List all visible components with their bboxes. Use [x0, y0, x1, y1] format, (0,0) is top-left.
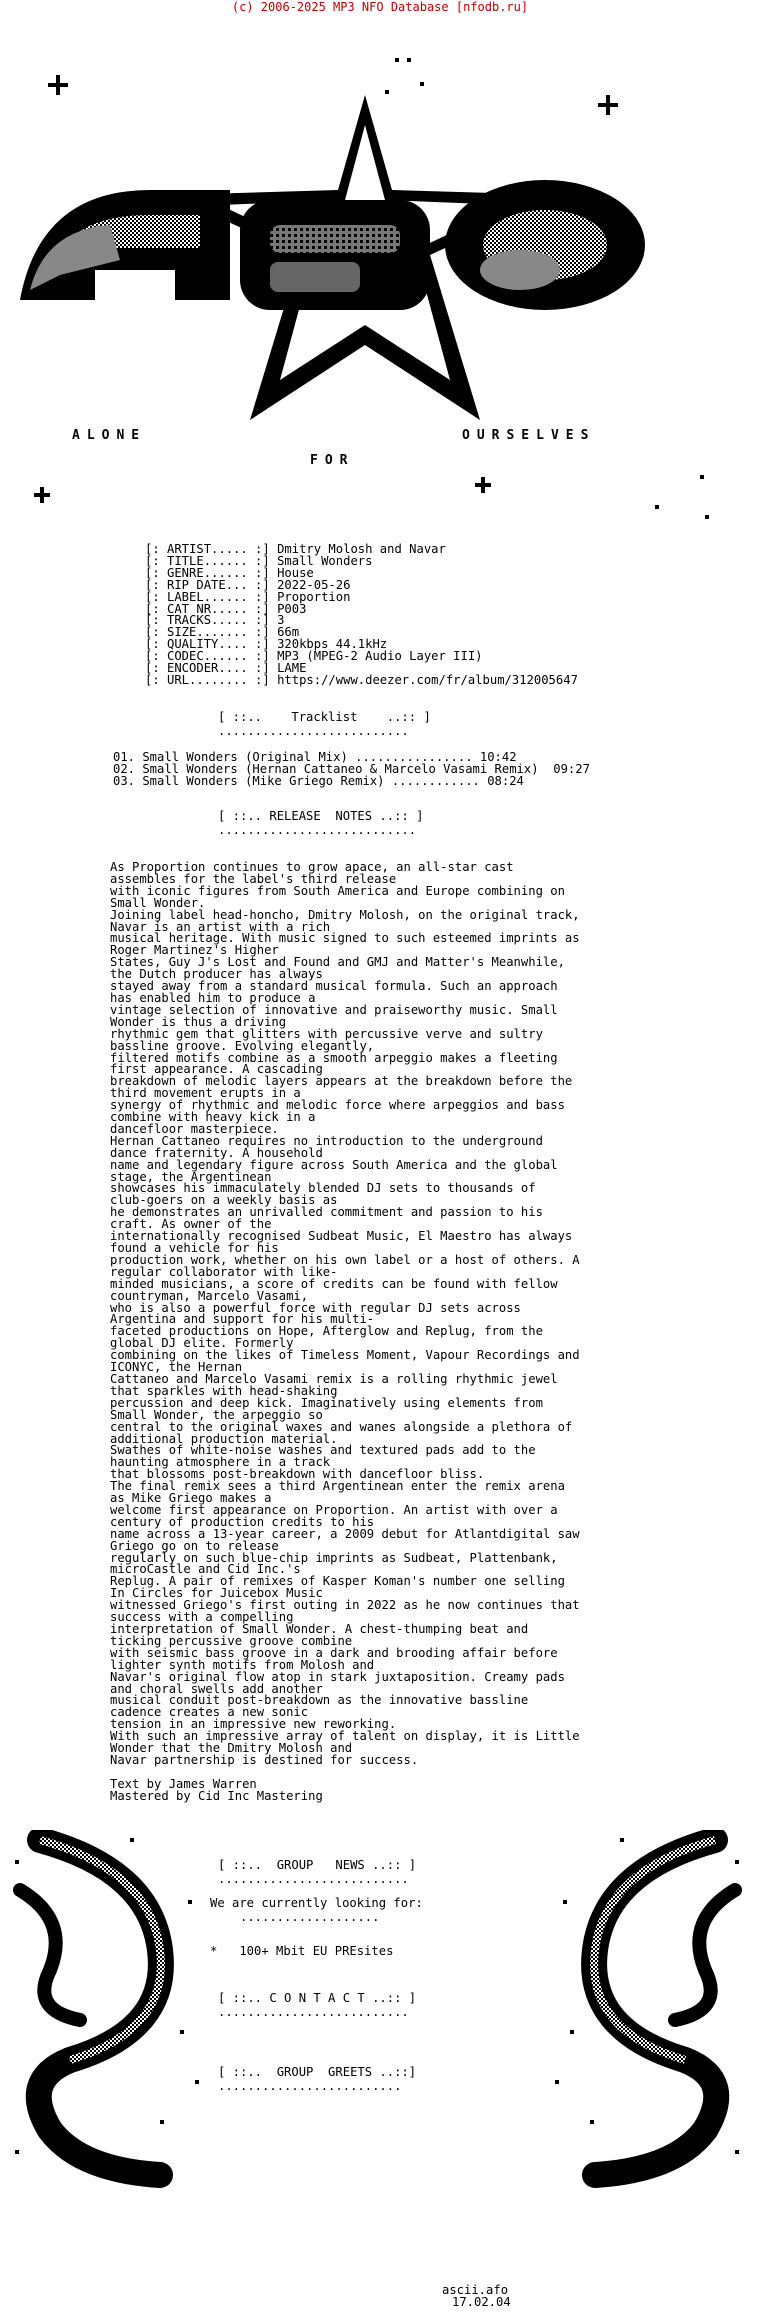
notes-line: witnessed Griego's first outing in 2022 as he now continues that	[110, 1598, 580, 1613]
notes-line: combining on the likes of Timeless Moment, Vapour Recordings and	[110, 1348, 580, 1363]
notes-line: and choral swells add another	[110, 1681, 323, 1696]
notes-line: stayed away from a standard musical formula. Such an approach	[110, 979, 558, 994]
track-item: 02. Small Wonders (Hernan Cattaneo & Marcelo Vasami Remix) 09:27	[113, 761, 590, 776]
notes-line: additional production material.	[110, 1431, 338, 1446]
notes-line: percussion and deep kick. Imaginatively using elements from	[110, 1395, 543, 1410]
notes-line: dance fraternity. A household	[110, 1145, 323, 1160]
greets-title: [ ::.. GROUP GREETS ..::]	[218, 2065, 417, 2079]
track-item: 03. Small Wonders (Mike Griego Remix) ............ 08:24	[113, 773, 524, 788]
track-item: 01. Small Wonders (Original Mix) ................ 10:42	[113, 750, 517, 764]
footer-date: 17.02.04	[452, 2295, 511, 2309]
notes-line: with iconic figures from South America and Europe combining on	[110, 883, 565, 898]
info-line: [: SIZE....... :] 66m	[145, 625, 300, 640]
contact-underline: ..........................	[218, 2005, 409, 2019]
notes-line: musical conduit post-breakdown as the innovative bassline	[110, 1693, 529, 1708]
left-swirl-art	[10, 1830, 210, 2190]
notes-line: showcases his immaculately blended DJ sets to thousands of	[110, 1181, 536, 1196]
notes-line: With such an impressive array of talent on display, it is Little	[110, 1729, 580, 1744]
notes-line: century of production credits to his	[110, 1514, 375, 1529]
notes-line: the Dutch producer has always	[110, 967, 323, 982]
looking-for-text: We are currently looking for:	[210, 1896, 423, 1910]
notes-line: found a vehicle for his	[110, 1241, 279, 1255]
info-line: [: CODEC...... :] MP3 (MPEG-2 Audio Layer III)	[145, 649, 483, 664]
release-notes-text	[110, 862, 630, 1803]
group-news-title: [ ::.. GROUP NEWS ..:: ]	[218, 1858, 417, 1872]
notes-line: faceted productions on Hope, Afterglow and Replug, from the	[110, 1324, 543, 1339]
notes-line: synergy of rhythmic and melodic force where arpeggios and bass	[110, 1098, 565, 1113]
notes-line: Griego go on to release	[110, 1538, 279, 1553]
notes-line: The final remix sees a third Argentinean enter the remix arena	[110, 1479, 565, 1494]
notes-line: club-goers on a weekly basis as	[110, 1193, 338, 1208]
notes-line: name across a 13-year career, a 2009 debut for Atlantdigital saw	[110, 1526, 580, 1541]
notes-line: regular collaborator with like-	[110, 1264, 338, 1279]
notes-line: Wonder is thus a driving	[110, 1014, 287, 1029]
notes-line: haunting atmosphere in a track	[110, 1455, 331, 1470]
notes-line: Navar's original flow atop in stark juxtaposition. Creamy pads	[110, 1669, 565, 1684]
notes-line: rhythmic gem that glitters with percussive verve and sultry	[110, 1026, 543, 1041]
letter-o-shape	[445, 180, 645, 310]
info-line: [: LABEL...... :] Proportion	[145, 589, 351, 604]
notes-line: global DJ elite. Formerly	[110, 1336, 294, 1351]
tracklist	[113, 752, 590, 788]
info-line: [: TITLE...... :] Small Wonders	[145, 553, 373, 568]
group-news-underline: ..........................	[218, 1872, 409, 1886]
notes-line: central to the original waxes and wanes alongside a plethora of	[110, 1419, 573, 1434]
info-line: [: ENCODER.... :] LAME	[145, 661, 307, 676]
logo-word-for: FOR	[310, 453, 355, 468]
info-line: [: ARTIST..... :] Dmitry Molosh and Navar	[145, 542, 446, 556]
notes-line: minded musicians, a score of credits can be found with fellow	[110, 1276, 558, 1291]
notes-line: Argentina and support for his multi-	[110, 1312, 375, 1327]
notes-line: cadence creates a new sonic	[110, 1705, 309, 1720]
notes-line: Small Wonder.	[110, 895, 206, 910]
notes-line: welcome first appearance on Proportion. An artist with over a	[110, 1502, 558, 1517]
notes-line: Joining label head-honcho, Dmitry Molosh, on the original track,	[110, 907, 580, 922]
notes-line: has enabled him to produce a	[110, 990, 316, 1005]
looking-for-underline: ...................	[240, 1910, 380, 1924]
footer-signature: ascii.afo	[442, 2283, 509, 2297]
notes-line: name and legendary figure across South America and the global	[110, 1157, 558, 1172]
notes-line: countryman, Marcelo Vasami,	[110, 1288, 309, 1303]
notes-line: lighter synth motifs from Molosh and	[110, 1657, 375, 1672]
release-notes-title: [ ::.. RELEASE NOTES ..:: ]	[218, 809, 424, 823]
notes-line: ICONYC, the Hernan	[110, 1360, 243, 1375]
greets-underline: .........................	[218, 2079, 402, 2093]
tracklist-underline: ..........................	[218, 724, 409, 738]
notes-line: As Proportion continues to grow apace, an all-star cast	[110, 860, 514, 874]
notes-line: interpretation of Small Wonder. A chest-thumping beat and	[110, 1622, 529, 1636]
header-link[interactable]: (c) 2006-2025 MP3 NFO Database [nfodb.ru]	[231, 0, 529, 14]
notes-line: Mastered by Cid Inc Mastering	[110, 1788, 323, 1803]
notes-line: regularly on such blue-chip imprints as Sudbeat, Plattenbank,	[110, 1550, 558, 1565]
notes-line: breakdown of melodic layers appears at the breakdown before the	[110, 1074, 573, 1089]
notes-line: Roger Martinez's Higher	[110, 943, 279, 958]
info-line: [: TRACKS..... :] 3	[145, 613, 285, 628]
notes-line: filtered motifs combine as a smooth arpeggio makes a fleeting	[110, 1050, 558, 1065]
notes-line: craft. As owner of the	[110, 1217, 272, 1232]
letter-f-shape	[240, 200, 430, 310]
notes-line: he demonstrates an unrivalled commitment and passion to his	[110, 1205, 543, 1220]
notes-line: States, Guy J's Lost and Found and GMJ and Matter's Meanwhile,	[110, 955, 565, 970]
notes-line: Hernan Cattaneo requires no introduction to the underground	[110, 1133, 543, 1148]
notes-line: third movement erupts in a	[110, 1086, 301, 1101]
contact-title: [ ::.. C O N T A C T ..:: ]	[218, 1991, 417, 2005]
notes-line: Text by James Warren	[110, 1776, 257, 1791]
notes-line: combine with heavy kick in a	[110, 1110, 316, 1125]
info-line: [: RIP DATE... :] 2022-05-26	[145, 577, 351, 592]
notes-line: Cattaneo and Marcelo Vasami remix is a rolling rhythmic jewel	[110, 1371, 558, 1386]
notes-line: that sparkles with head-shaking	[110, 1383, 338, 1398]
notes-line: dancefloor masterpiece.	[110, 1121, 279, 1136]
notes-line: Navar is an artist with a rich	[110, 919, 331, 934]
notes-line: internationally recognised Sudbeat Music, El Maestro has always	[110, 1229, 573, 1244]
right-swirl-art	[545, 1830, 745, 2190]
info-line: [: GENRE...... :] House	[145, 565, 314, 580]
notes-line: stage, the Argentinean	[110, 1169, 272, 1184]
info-line: [: QUALITY.... :] 320kbps 44.1kHz	[145, 637, 388, 652]
notes-line: microCastle and Cid Inc.'s	[110, 1562, 301, 1577]
logo-word-ourselves: OURSELVES	[462, 428, 596, 443]
notes-line: first appearance. A cascading	[110, 1062, 323, 1077]
notes-line: ticking percussive groove combine	[110, 1633, 353, 1648]
info-line: [: URL........ :] https://www.deezer.com/fr/album/312005647	[145, 672, 578, 687]
news-item: * 100+ Mbit EU PREsites	[210, 1944, 394, 1958]
notes-line: Navar partnership is destined for success.	[110, 1752, 419, 1767]
notes-line: as Mike Griego makes a	[110, 1491, 272, 1506]
notes-line: vintage selection of innovative and praiseworthy music. Small	[110, 1002, 558, 1017]
notes-line: with seismic bass groove in a dark and brooding affair before	[110, 1645, 558, 1660]
notes-line: production work, whether on his own label or a host of others. A	[110, 1252, 580, 1267]
release-info-block	[145, 544, 578, 687]
notes-line: that blossoms post-breakdown with dancefloor bliss.	[110, 1467, 485, 1482]
logo-word-alone: ALONE	[72, 428, 147, 443]
letter-a-shape	[20, 190, 230, 300]
notes-line: Wonder that the Dmitry Molosh and	[110, 1741, 353, 1756]
notes-line: Replug. A pair of remixes of Kasper Koman's number one selling	[110, 1574, 565, 1589]
notes-line: who is also a powerful force with regular DJ sets across	[110, 1300, 521, 1315]
notes-line: success with a compelling	[110, 1610, 294, 1625]
info-line: [: CAT NR..... :] P003	[145, 601, 307, 616]
notes-line: bassline groove. Evolving elegantly,	[110, 1038, 375, 1053]
notes-line: musical heritage. With music signed to such esteemed imprints as	[110, 931, 580, 946]
notes-line: Small Wonder, the arpeggio so	[110, 1407, 323, 1422]
notes-line: assembles for the label's third release	[110, 871, 397, 886]
notes-line: In Circles for Juicebox Music	[110, 1586, 323, 1601]
tracklist-title: [ ::.. Tracklist ..:: ]	[218, 710, 431, 724]
notes-line: tension in an impressive new reworking.	[110, 1717, 397, 1732]
release-notes-underline: ...........................	[218, 823, 417, 837]
notes-line: Swathes of white-noise washes and textured pads add to the	[110, 1443, 536, 1458]
